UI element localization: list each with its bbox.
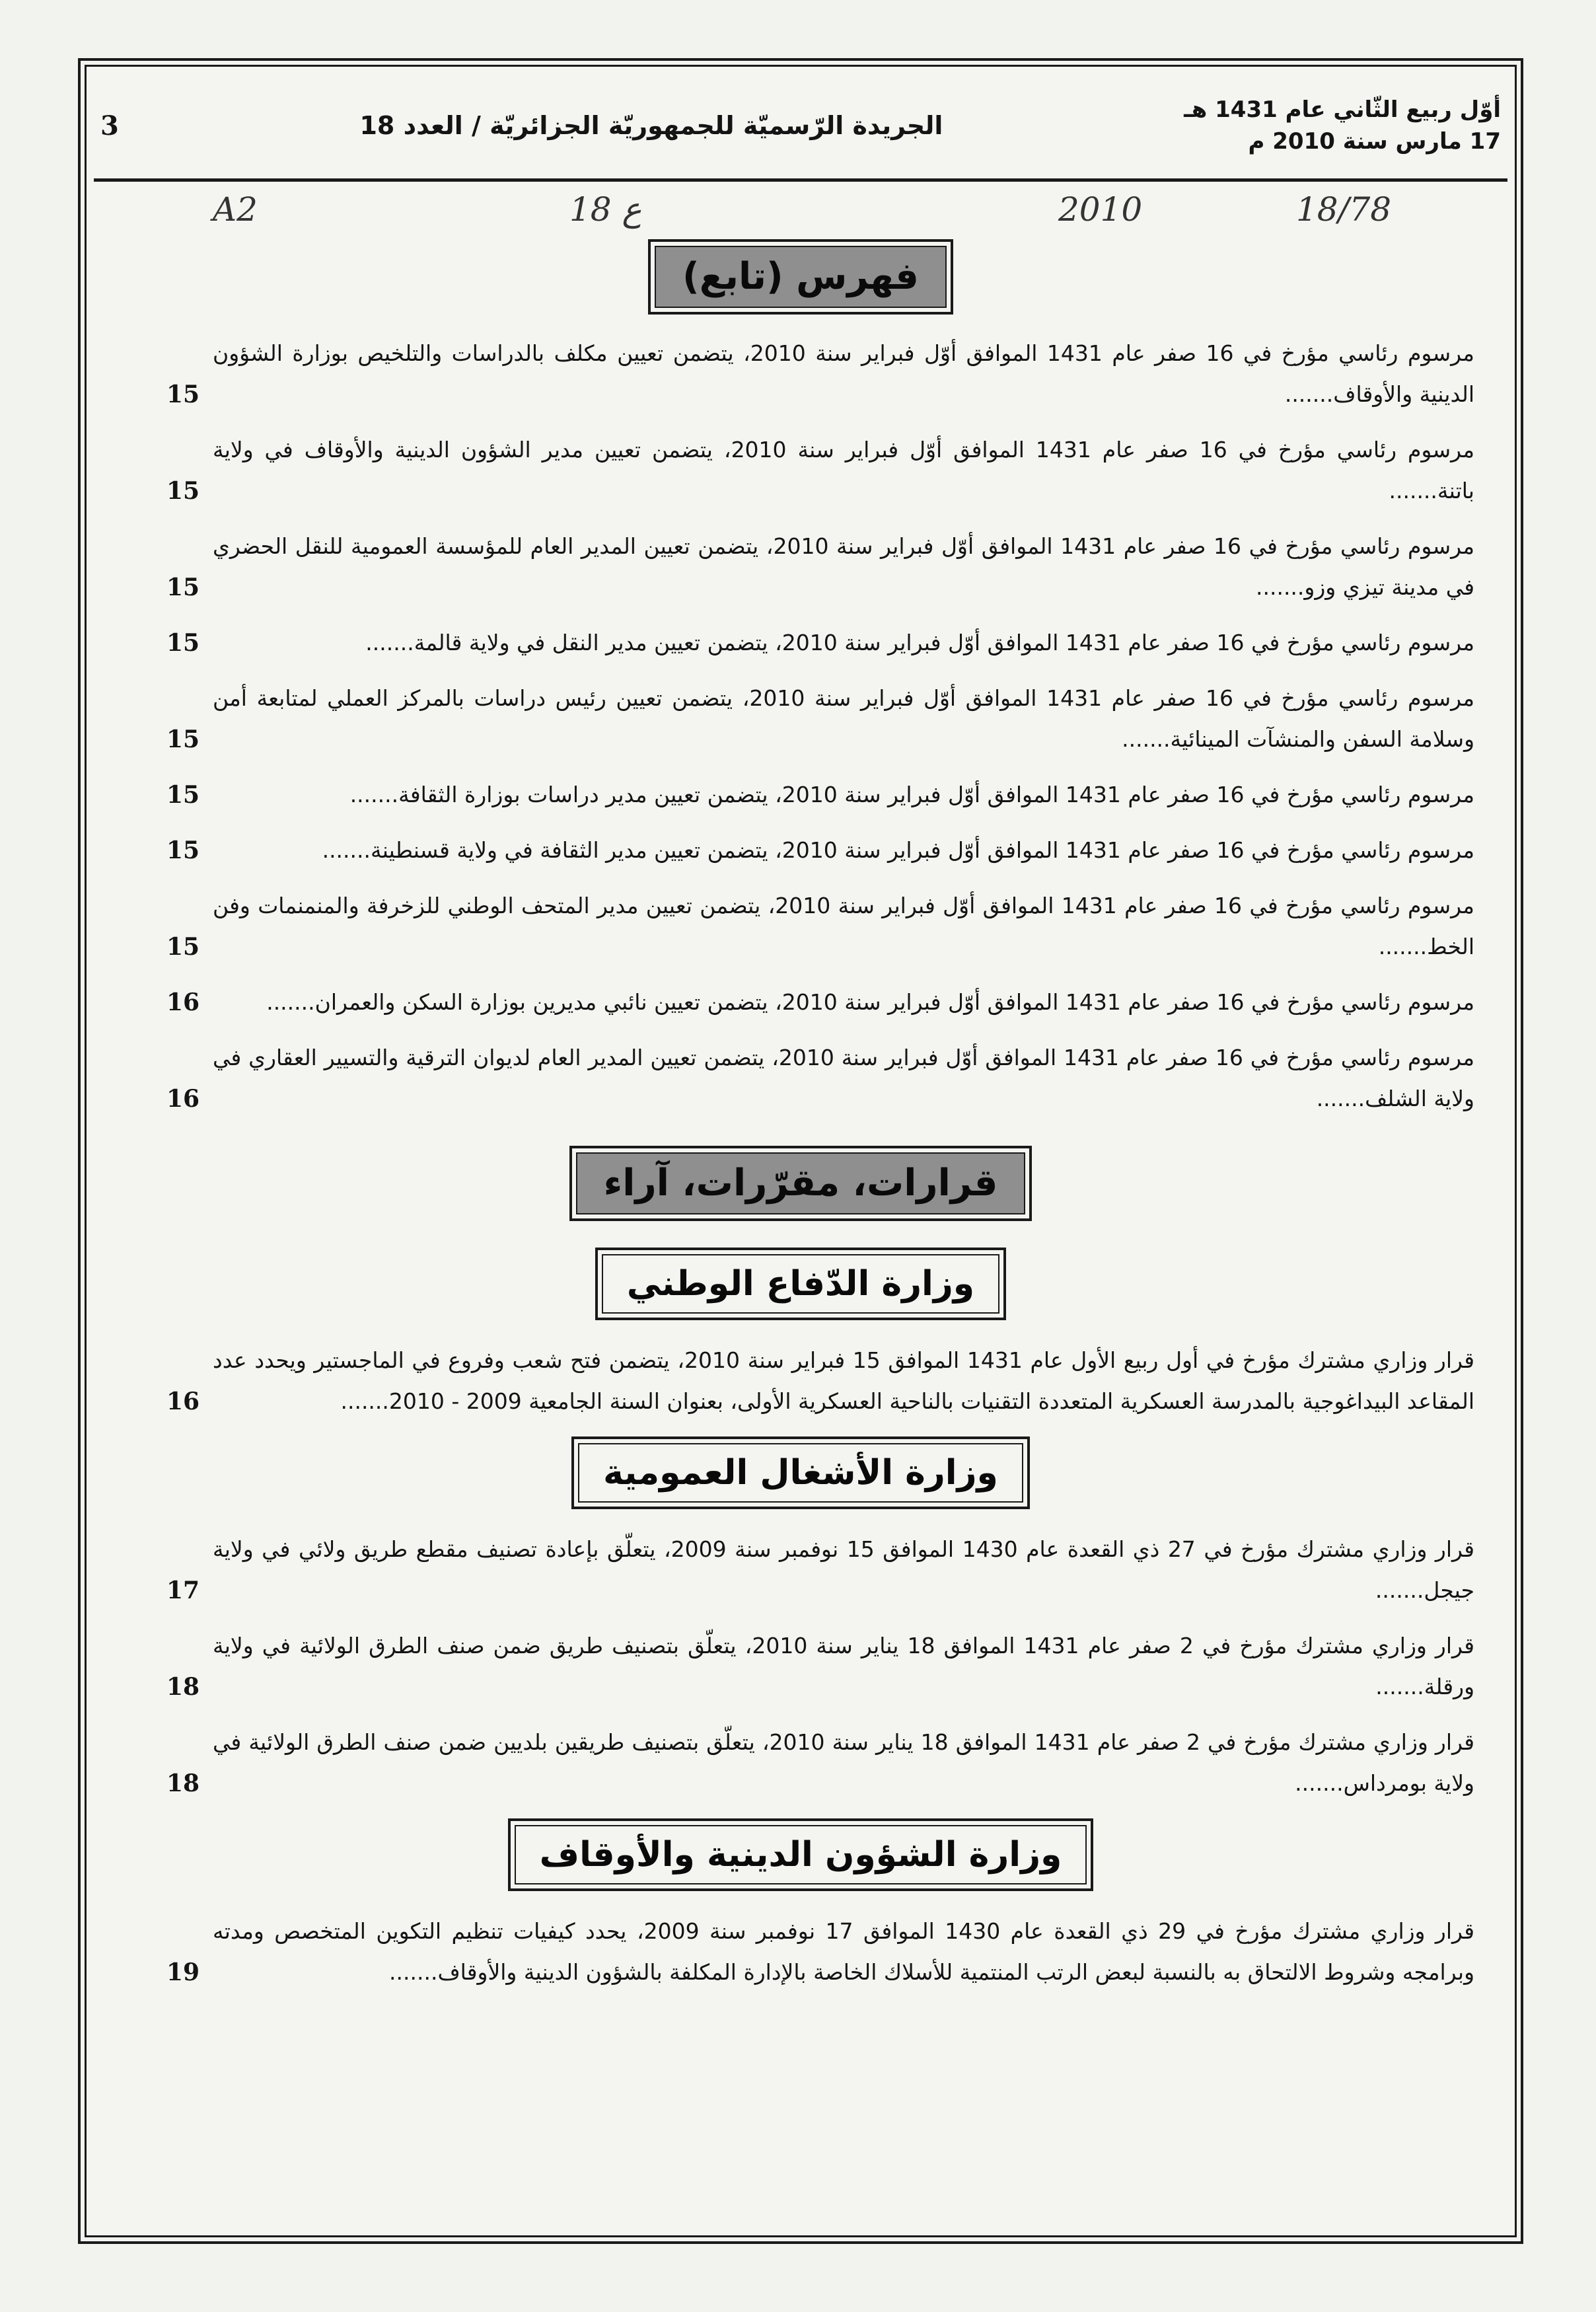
index-entry-text: مرسوم رئاسي مؤرخ في 16 صفر عام 1431 الموافق أوّل فبراير سنة 2010، يتضمن تعيين مدير الشؤون الدينية والأوقاف في ولاية باتنة....... xyxy=(213,437,1474,503)
gazette-page xyxy=(78,58,1523,2244)
entries-list xyxy=(81,1911,1521,1993)
index-entry-page: 18 xyxy=(166,1673,200,1701)
journal-title: الجريدة الرّسميّة للجمهوريّة الجزائريّة / العدد 18 xyxy=(359,111,943,140)
index-entry-page: 16 xyxy=(166,988,200,1016)
dot-leader: ....... xyxy=(349,782,399,807)
index-entry xyxy=(166,333,1474,415)
index-heading-box xyxy=(648,239,953,315)
index-entry-text: قرار وزاري مشترك مؤرخ في 29 ذي القعدة عام 1430 الموافق 17 نوفمبر سنة 2009، يحدد كيفيات تنظيم التكوين المتخصص ومدته وبرامجه وشروط الالتحاق به بالنسبة لبعض الرتب المنتمية للأسلاك الخاصة بالإدارة المكلفة بالشؤون الدينية والأوقاف....... xyxy=(213,1918,1475,1985)
index-entry xyxy=(166,1037,1474,1119)
dot-leader: ....... xyxy=(266,989,315,1015)
page-number: 3 xyxy=(100,110,119,141)
ministry-heading-box xyxy=(595,1248,1006,1320)
dot-leader: ....... xyxy=(340,1388,389,1414)
index-entry-page: 15 xyxy=(166,477,200,505)
index-entry xyxy=(166,982,1474,1023)
index-entry-page: 19 xyxy=(166,1958,200,1986)
hijri-date: أوّل ربيع الثّاني عام 1431 هـ xyxy=(1184,96,1501,123)
header-dates xyxy=(1184,94,1507,157)
dot-leader: ....... xyxy=(1122,726,1171,752)
index-entry xyxy=(166,1625,1474,1707)
index-entry-text: مرسوم رئاسي مؤرخ في 16 صفر عام 1431 الموافق أوّل فبراير سنة 2010، يتضمن تعيين مدير النقل في ولاية قالمة....... xyxy=(365,630,1474,655)
index-entry xyxy=(166,429,1474,511)
index-entry-text: مرسوم رئاسي مؤرخ في 16 صفر عام 1431 الموافق أوّل فبراير سنة 2010، يتضمن تعيين رئيس دراسات بالمركز العملي لمتابعة أمن وسلامة السفن والمنشآت المينائية....... xyxy=(213,685,1475,752)
index-entry xyxy=(166,1529,1474,1611)
index-entry-page: 16 xyxy=(166,1388,200,1415)
index-entry-page: 17 xyxy=(166,1577,200,1604)
index-heading: فهرس (تابع) xyxy=(655,246,947,308)
index-entry xyxy=(166,1722,1474,1804)
index-entry-page: 15 xyxy=(166,837,200,864)
ministry-defense-heading: وزارة الدّفاع الوطني xyxy=(602,1254,999,1314)
dot-leader: ....... xyxy=(1378,934,1428,959)
index-entry-page: 15 xyxy=(166,781,200,809)
index-entry xyxy=(166,1911,1474,1993)
dot-leader: ....... xyxy=(1316,1086,1365,1111)
index-entry-page: 18 xyxy=(166,1770,200,1797)
ministry-heading-box xyxy=(508,1818,1094,1891)
index-entry-text: قرار وزاري مشترك مؤرخ في 27 ذي القعدة عام 1430 الموافق 15 نوفمبر سنة 2009، يتعلّق بإعادة تصنيف مقطع طريق ولائي في ولاية جيجل....... xyxy=(213,1536,1475,1603)
index-entry xyxy=(166,774,1474,815)
dot-leader: ....... xyxy=(1389,478,1437,503)
dot-leader: ....... xyxy=(1375,1577,1424,1603)
decisions-heading-box xyxy=(569,1146,1033,1221)
index-entry xyxy=(166,526,1474,608)
decisions-heading: قرارات، مقرّرات، آراء xyxy=(576,1152,1026,1214)
index-entry xyxy=(166,678,1474,760)
dot-leader: ....... xyxy=(389,1959,438,1985)
index-entry-page: 16 xyxy=(166,1085,200,1113)
index-entry-text: مرسوم رئاسي مؤرخ في 16 صفر عام 1431 الموافق أوّل فبراير سنة 2010، يتضمن تعيين مدير الثقافة في ولاية قسنطينة....... xyxy=(322,837,1474,863)
dot-leader: ....... xyxy=(1295,1770,1344,1796)
index-entry xyxy=(166,1340,1474,1422)
index-entry-page: 15 xyxy=(166,381,200,408)
index-entry-text: قرار وزاري مشترك مؤرخ في 2 صفر عام 1431 الموافق 18 يناير سنة 2010، يتعلّق بتصنيف طريق ضمن صنف الطرق الولائية في ولاية ورقلة....... xyxy=(213,1633,1474,1699)
index-content xyxy=(81,239,1521,2007)
index-entry xyxy=(166,830,1474,871)
ministry-heading-box xyxy=(571,1436,1030,1509)
index-entry-text: مرسوم رئاسي مؤرخ في 16 صفر عام 1431 الموافق أوّل فبراير سنة 2010، يتضمن تعيين نائبي مديرين بوزارة السكن والعمران....... xyxy=(266,989,1474,1015)
index-entry xyxy=(166,885,1474,967)
index-entry-text: مرسوم رئاسي مؤرخ في 16 صفر عام 1431 الموافق أوّل فبراير سنة 2010، يتضمن تعيين المدير العام لديوان الترقية والتسيير العقاري في ولاية الشلف....... xyxy=(213,1045,1474,1111)
dot-leader: ....... xyxy=(1284,381,1334,407)
index-entry xyxy=(166,622,1474,663)
handwritten-note: 18 ع xyxy=(569,190,642,229)
index-entry-page: 15 xyxy=(166,933,200,961)
index-entry-text: مرسوم رئاسي مؤرخ في 16 صفر عام 1431 الموافق أوّل فبراير سنة 2010، يتضمن تعيين المدير العام للمؤسسة العمومية للنقل الحضري في مدينة تيزي وزو....... xyxy=(213,533,1474,600)
index-entry-text: مرسوم رئاسي مؤرخ في 16 صفر عام 1431 الموافق أوّل فبراير سنة 2010، يتضمن تعيين مدير دراسات بوزارة الثقافة....... xyxy=(349,782,1474,807)
handwritten-note: 2010 xyxy=(1058,190,1143,229)
entries-list xyxy=(81,333,1521,1119)
dot-leader: ....... xyxy=(365,630,414,655)
entries-list xyxy=(81,1340,1521,1422)
index-entry-text: قرار وزاري مشترك مؤرخ في أول ربيع الأول عام 1431 الموافق 15 فبراير سنة 2010، يتضمن فتح شعب وفروع في الماجستير ويحدد عدد المقاعد البيداغوجية بالمدرسة العسكرية المتعددة التقنيات بالناحية العسكرية الأولى، بعنوان السنة الجامعية 2009 - 2010....... xyxy=(213,1347,1475,1414)
ministry-religious-heading: وزارة الشؤون الدينية والأوقاف xyxy=(515,1825,1087,1884)
index-entry-page: 15 xyxy=(166,629,200,657)
page-header xyxy=(94,73,1507,182)
index-entry-page: 15 xyxy=(166,574,200,601)
index-entry-page: 15 xyxy=(166,726,200,753)
index-entry-text: قرار وزاري مشترك مؤرخ في 2 صفر عام 1431 الموافق 18 يناير سنة 2010، يتعلّق بتصنيف طريقين بلديين ضمن صنف الطرق الولائية في ولاية بومرداس....... xyxy=(213,1729,1474,1796)
handwritten-note: A2 xyxy=(213,190,258,229)
entries-list xyxy=(81,1529,1521,1804)
handwritten-note: 18/78 xyxy=(1296,190,1392,229)
gregorian-date: 17 مارس سنة 2010 م xyxy=(1248,128,1501,155)
dot-leader: ....... xyxy=(322,837,371,863)
index-entry-text: مرسوم رئاسي مؤرخ في 16 صفر عام 1431 الموافق أوّل فبراير سنة 2010، يتضمن تعيين مكلف بالدراسات والتلخيص بوزارة الشؤون الدينية والأوقاف....... xyxy=(213,340,1474,407)
index-entry-text: مرسوم رئاسي مؤرخ في 16 صفر عام 1431 الموافق أوّل فبراير سنة 2010، يتضمن تعيين مدير المتحف الوطني للزخرفة والمنمنمات وفن الخط....... xyxy=(213,893,1474,959)
dot-leader: ....... xyxy=(1255,574,1305,600)
ministry-public-works-heading: وزارة الأشغال العمومية xyxy=(578,1443,1023,1503)
dot-leader: ....... xyxy=(1375,1674,1424,1699)
